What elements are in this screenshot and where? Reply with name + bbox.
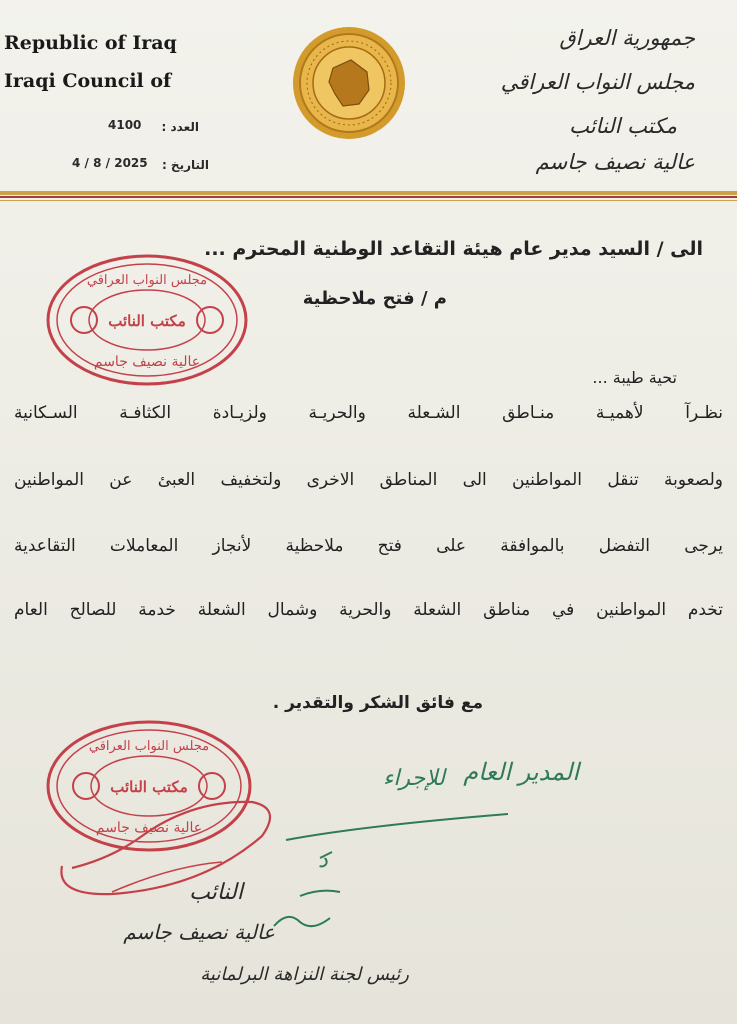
header-rule-gold xyxy=(0,191,737,195)
header-ar-line1: جمهورية العراق xyxy=(559,26,695,50)
stamp-bottom-text: عالية نصيف جاسم xyxy=(95,820,203,836)
date-label: التاريخ : xyxy=(161,158,209,172)
recipient-line: الى / السيد مدير عام هيئة التقاعد الوطنية المحترم ... xyxy=(204,238,703,260)
annotation-mark xyxy=(270,906,340,936)
red-signature-scribble xyxy=(52,796,284,906)
number-value: 4100 xyxy=(108,118,142,132)
stamp-top-text: مجلس النواب العراقي xyxy=(88,739,210,754)
signature-position: رئيس لجنة النزاهة البرلمانية xyxy=(200,964,409,985)
annotation-line2: للإجراء xyxy=(382,766,445,791)
body-line-3: يرجى التفضل بالموافقة على فتح ملاحظية لأنجاز المعاملات التقاعدية xyxy=(14,536,723,556)
header-rule-red xyxy=(0,196,737,198)
annotation-initials: د xyxy=(318,848,328,873)
subject-line: م / فتح ملاحظية xyxy=(302,288,447,309)
header-ar-line2: مجلس النواب العراقي xyxy=(500,70,695,94)
stamp-center-text: مكتب النائب xyxy=(108,312,186,330)
header-en-line2: Iraqi Council of xyxy=(4,70,172,92)
stamp-top-text: مجلس النواب العراقي xyxy=(86,273,208,288)
closing-line: مع فائق الشكر والتقدير . xyxy=(272,693,483,713)
header-ar-line3: مكتب النائب xyxy=(569,114,677,138)
greeting-line: تحية طيبة ... xyxy=(592,368,677,387)
office-stamp-top xyxy=(44,250,250,390)
parliament-emblem xyxy=(289,24,409,142)
signature-name: عالية نصيف جاسم xyxy=(123,920,275,944)
signature-title: النائب xyxy=(189,880,243,905)
annotation-line1: المدير العام xyxy=(463,758,579,786)
stamp-center-text: مكتب النائب xyxy=(110,778,188,796)
header-rule-thin xyxy=(0,200,737,201)
annotation-strokes xyxy=(280,800,520,900)
header-ar-line4: عالية نصيف جاسم xyxy=(535,150,695,174)
body-line-1: نظـرآ لأهميـة منـاطق الشـعلة والحريـة ولزيـادة الكثافـة السـكانية xyxy=(14,403,723,423)
stamp-bottom-text: عالية نصيف جاسم xyxy=(93,354,201,370)
date-value: 2025 / 8 / 4 xyxy=(72,156,148,170)
number-label: العدد : xyxy=(161,120,199,134)
header-en-line1: Republic of Iraq xyxy=(4,32,177,54)
body-line-2: ولصعوبة تنقل المواطنين الى المناطق الاخرى ولتخفيف العبئ عن المواطنين xyxy=(14,470,723,490)
body-line-4: تخدم المواطنين في مناطق الشعلة والحرية وشمال الشعلة خدمة للصالح العام xyxy=(14,600,723,620)
